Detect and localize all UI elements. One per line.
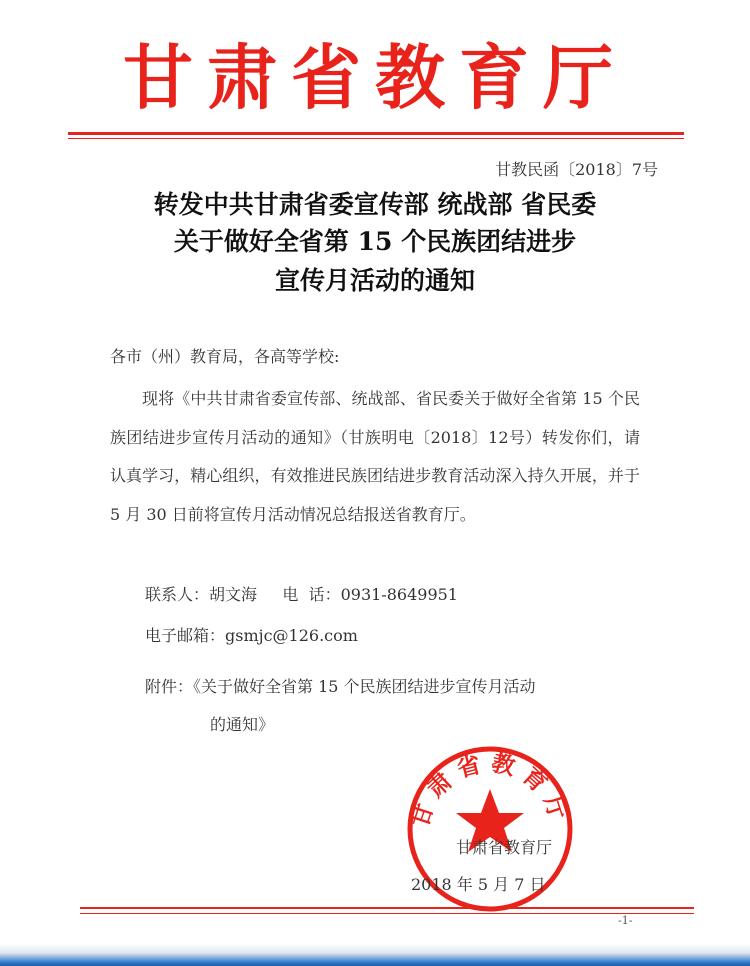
masthead-title: 甘肃省教育厅: [123, 36, 627, 119]
seal-text: 甘肃省教育厅: [406, 749, 574, 831]
footer-divider-bottom: [80, 913, 694, 914]
footer-divider-top: [80, 907, 694, 909]
attachment-line-1: 附件：《关于做好全省第 15 个民族团结进步宣传月活动: [145, 677, 536, 696]
title-line-1: 转发中共甘肃省委宣传部 统战部 省民委: [153, 190, 597, 219]
masthead-divider-thin: [68, 138, 684, 139]
signature-org: 甘肃省教育厅: [456, 838, 553, 857]
title-line-3: 宣传月活动的通知: [274, 266, 475, 295]
attachment-line-2: 的通知》: [210, 715, 275, 734]
masthead-divider-thick: [68, 132, 684, 135]
title-line-2: 关于做好全省第 15 个民族团结进步: [173, 227, 577, 256]
bottom-frame-bar: [0, 944, 750, 966]
email-line: 电子邮箱：gsmjc@126.com: [145, 626, 358, 645]
salutation: 各市（州）教育局，各高等学校:: [110, 347, 340, 366]
signature-date: 2018 年 5 月 7 日: [411, 875, 546, 894]
contact-line: 联系人：胡文海 电 话：0931-8649951: [145, 585, 458, 604]
body-paragraph: 现将《中共甘肃省委宣传部、统战部、省民委关于做好全省第 15 个民族团结进步宣传月活动的通知》（甘族明电〔2018〕12号）转发你们，请认真学习，精心组织，有效推进民族团结进步教育活动深入持久开展，并于 5 月 30 日前将宣传月活动情况总结报送省教育厅。: [110, 389, 640, 524]
page-number: -1-: [618, 914, 633, 927]
document-number: 甘教民函〔2018〕7号: [495, 160, 658, 179]
